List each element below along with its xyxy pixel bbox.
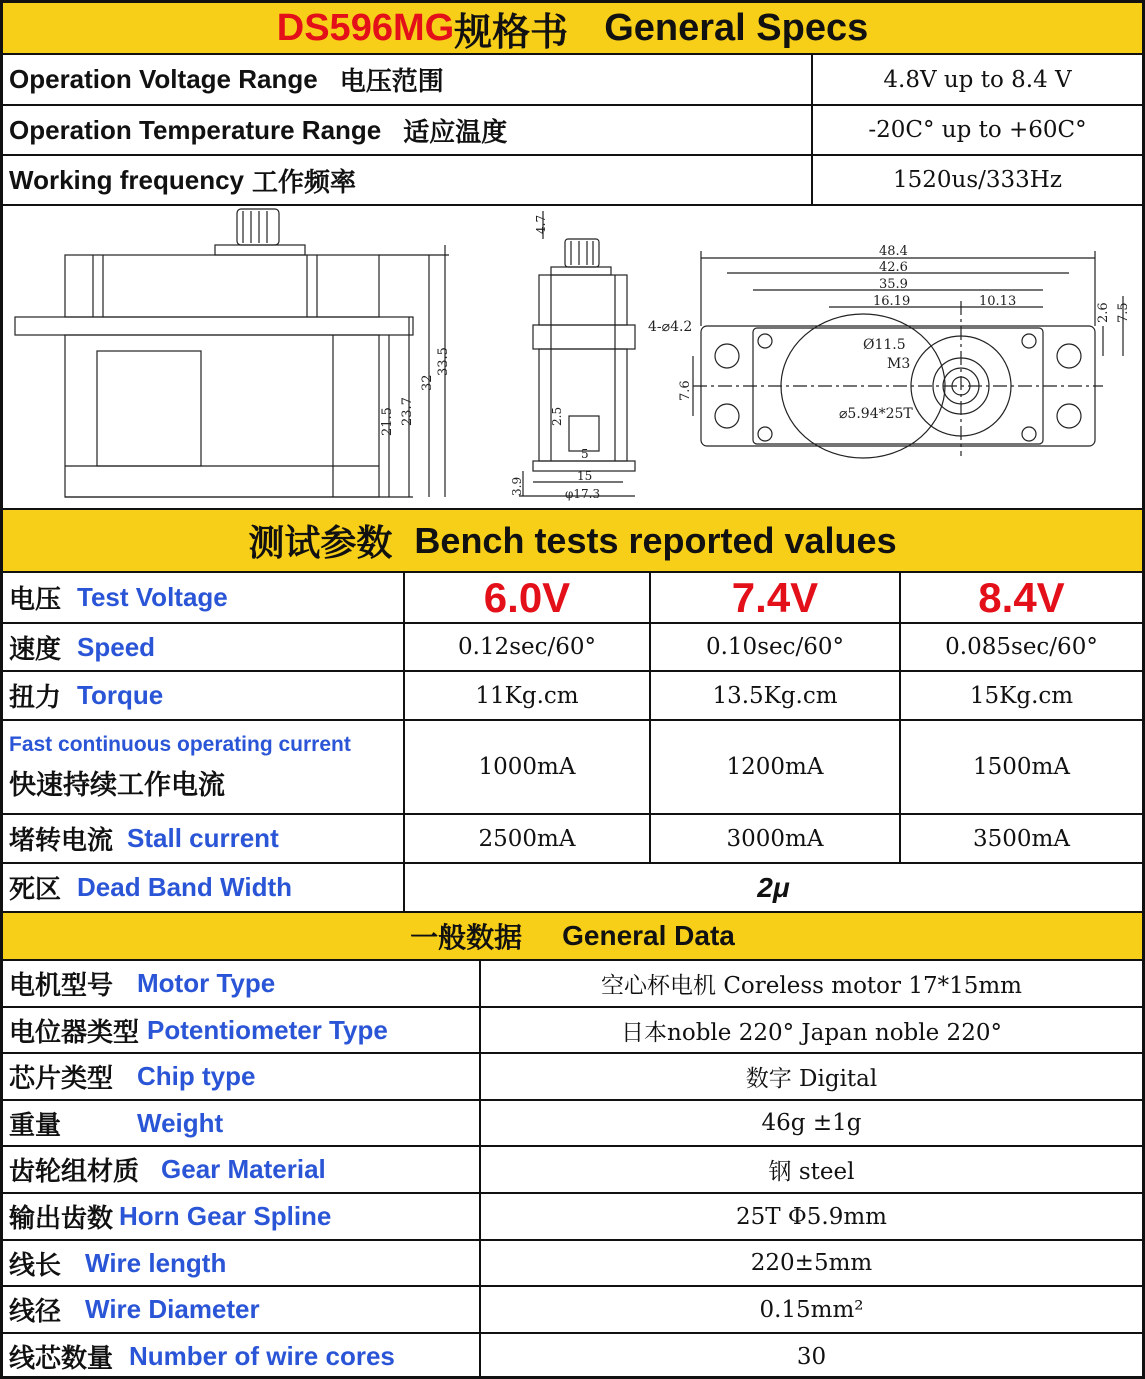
spec-label-cn: 适应温度 [403,116,508,147]
dim-17-3: φ17.3 [565,487,601,501]
dim-15: 15 [577,469,593,483]
general-row-wire-diameter [3,1287,1142,1334]
deadband-value: 2μ [403,864,1142,911]
bench-row-stall [3,815,1142,864]
bench-label-en: Torque [77,680,164,710]
top-dims [678,244,1131,401]
dim-7-6: 7.6 [678,380,693,401]
bench-label-en: Speed [77,631,156,662]
dim-35-9: 35.9 [879,277,908,292]
bench-label-en: Stall current [127,823,279,853]
bench-row-speed [3,624,1142,672]
general-label-cn: 重量 [9,1109,62,1140]
speed-8-4v: 0.085sec/60° [899,624,1142,670]
technical-drawing [3,206,1142,510]
general-label-cn: 电机型号 [9,970,114,1000]
page-title [3,3,1142,55]
bench-title-cn: 测试参数 [248,522,393,563]
front-view [15,209,449,497]
general-row-spline [3,1194,1142,1241]
bench-label-en: Fast continuous operating current [9,732,351,756]
bench-label-cn: 死区 [9,874,62,904]
general-row-potentiometer [3,1008,1142,1054]
bench-label-cn: 快速持续工作电流 [9,769,225,800]
title-en: General Specs [604,6,869,49]
holes-callout: 4-⌀4.2 [648,319,693,335]
general-row-wire-cores [3,1334,1142,1379]
dim-32: 32 [420,374,435,391]
general-row-gear [3,1147,1142,1194]
general-value: 钢 steel [479,1147,1142,1192]
dim-33-5: 33.5 [436,347,451,376]
dim-4-7: 4.7 [534,214,548,234]
dim-5: 5 [581,447,589,461]
bench-label-cn: 速度 [9,633,62,664]
spec-row-frequency [3,156,1142,206]
general-label-cn: 线径 [9,1296,62,1326]
general-value: 0.15mm² [479,1287,1142,1332]
bench-label-en: Test Voltage [77,582,228,612]
bench-row-torque [3,672,1142,721]
top-view [693,251,1123,458]
stall-8-4v: 3500mA [899,815,1142,862]
speed-6v: 0.12sec/60° [403,624,649,670]
general-label-en: Horn Gear Spline [119,1201,332,1231]
spline-callout: ⌀5.94*25T [839,406,913,422]
general-label-en: Gear Material [161,1154,326,1184]
spec-value: 4.8V up to 8.4 V [811,55,1142,104]
bench-row-deadband [3,864,1142,913]
stall-6v: 2500mA [403,815,649,862]
side-view [519,211,635,496]
current-8-4v: 1500mA [899,721,1142,813]
general-value: 日本noble 220° Japan noble 220° [479,1008,1142,1052]
bench-row-voltage [3,573,1142,624]
voltage-6v: 6.0V [403,573,649,622]
bench-title [3,510,1142,573]
torque-8-4v: 15Kg.cm [899,672,1142,719]
general-label-en: Number of wire cores [129,1341,395,1371]
spec-label: Operation Temperature Range [9,114,382,145]
dim-2-6: 2.6 [1096,302,1111,323]
dim-10-13: 10.13 [979,294,1017,309]
general-value: 220±5mm [479,1241,1142,1285]
dim-23-7: 23.7 [400,397,415,426]
torque-7-4v: 13.5Kg.cm [649,672,899,719]
speed-7-4v: 0.10sec/60° [649,624,899,670]
general-value: 空心杯电机 Coreless motor 17*15mm [479,961,1142,1006]
shaft-callout: Ø11.5 [863,337,906,353]
general-label-cn: 齿轮组材质 [9,1156,140,1186]
title-cn: 规格书 [454,11,569,54]
general-label-cn: 线长 [9,1249,62,1280]
bench-label-en: Dead Band Width [77,872,292,902]
general-value: 25T Φ5.9mm [479,1194,1142,1239]
general-data-title-en: General Data [562,920,735,951]
torque-6v: 11Kg.cm [403,672,649,719]
general-label-cn: 芯片类型 [9,1063,114,1093]
general-data-title-cn: 一般数据 [410,922,523,953]
bench-label-cn: 扭力 [9,682,62,712]
general-value: 30 [479,1334,1142,1379]
spec-row-temperature [3,106,1142,156]
front-dims [380,347,451,436]
dim-21-5: 21.5 [380,407,395,436]
general-value: 数字 Digital [479,1054,1142,1099]
general-row-chip [3,1054,1142,1101]
drawing-svg [3,206,1142,508]
spec-value: 1520us/333Hz [811,156,1142,204]
voltage-8-4v: 8.4V [899,573,1142,622]
general-label-en: Weight [137,1107,224,1138]
general-label-cn: 输出齿数 [9,1203,114,1233]
general-label-en: Motor Type [137,968,276,998]
dim-16-19: 16.19 [873,294,911,309]
general-row-wire-length [3,1241,1142,1287]
spec-label: Operation Voltage Range [9,64,318,94]
current-6v: 1000mA [403,721,649,813]
general-label-cn: 线芯数量 [9,1343,114,1373]
spec-row-voltage [3,55,1142,106]
general-label-en: Wire Diameter [85,1294,260,1324]
bench-label-cn: 堵转电流 [9,825,114,855]
general-label-en: Wire length [85,1247,227,1278]
spec-label-cn: 电压范围 [339,66,444,96]
dim-3-9: 3.9 [510,476,524,496]
spec-label-cn: 工作频率 [252,166,357,197]
general-data-title [3,913,1142,961]
general-row-weight [3,1101,1142,1147]
thread-callout: M3 [887,356,911,372]
bench-label-cn: 电压 [9,584,62,614]
current-7-4v: 1200mA [649,721,899,813]
dim-7-5: 7.5 [1116,302,1131,323]
dim-2-5: 2.5 [550,406,564,426]
bench-title-en: Bench tests reported values [414,519,897,561]
general-row-motor [3,961,1142,1008]
dim-42-6: 42.6 [879,260,908,275]
top-callouts [648,319,913,422]
general-label-en: Chip type [137,1061,256,1091]
general-label-en: Potentiometer Type [147,1014,388,1045]
spec-value: -20C° up to +60C° [811,106,1142,154]
stall-7-4v: 3000mA [649,815,899,862]
model-name: DS596MG [276,6,455,49]
bench-row-current [3,721,1142,815]
dim-48-4: 48.4 [879,244,908,259]
general-value: 46g ±1g [479,1101,1142,1145]
spec-label: Working frequency [9,164,245,195]
voltage-7-4v: 7.4V [649,573,899,622]
general-label-cn: 电位器类型 [9,1016,140,1047]
